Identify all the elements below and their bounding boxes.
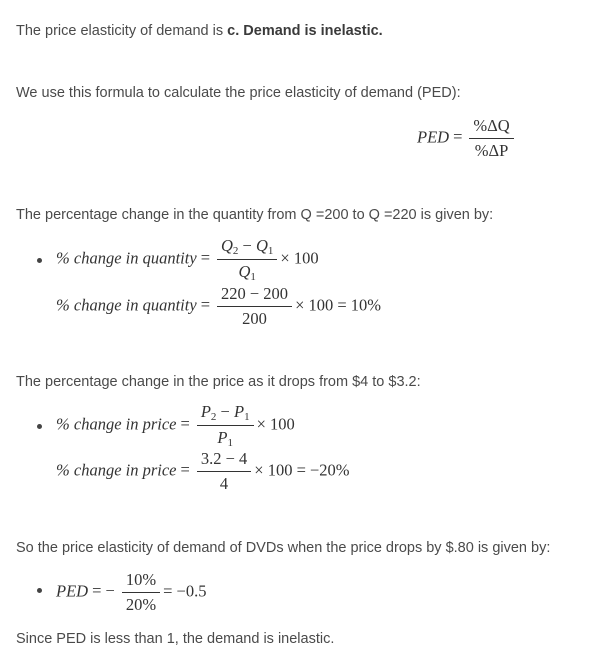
quantity-formula: % change in quantity = $\frac{Q_2 - Q_1}{Q_1}$ × 100 [56, 236, 319, 283]
price-calc: % change in price = $\frac{3.2 - 4}{4}$ × 100 = −20% [56, 449, 350, 493]
answer-text: c. Demand is inelastic. [227, 23, 383, 39]
q2-sub: 2 [232, 245, 239, 257]
p2-var: P [200, 402, 211, 421]
answer-prefix: The price elasticity of demand is [16, 23, 228, 39]
ped-formula: PED = $\frac{\%\Delta Q}{\%\Delta P}$ [417, 116, 517, 161]
answer-paragraph [16, 22, 383, 40]
p1-var: P [233, 402, 245, 421]
times-hundred: × 100 [280, 248, 319, 268]
quantity-fraction [217, 236, 277, 283]
ped-calc-fraction [122, 570, 160, 615]
p2-sub: 2 [210, 411, 217, 423]
price-calc-fraction [197, 449, 251, 494]
conclusion: Since PED is less than 1, the demand is inelastic. [16, 631, 335, 647]
equals-negative: = − [92, 581, 115, 601]
minus-sign: − [238, 236, 256, 255]
ped-calc-lhs: PED [56, 581, 89, 601]
quantity-calc-fraction [217, 284, 292, 329]
q1-sub: 1 [267, 245, 274, 257]
price-calc-denominator: 4 [219, 474, 229, 493]
quantity-intro: The percentage change in the quantity from Q =200 to Q =220 is given by: [16, 207, 494, 223]
p1-den-sub: 1 [227, 437, 233, 449]
ped-calc-result: = −0.5 [163, 581, 207, 601]
quantity-calc-denominator: 200 [242, 309, 267, 328]
ped-calc-numerator: 10% [122, 570, 160, 593]
quantity-result: × 100 = 10% [295, 295, 382, 315]
q1-var: Q [255, 236, 268, 255]
ped-calc [56, 570, 206, 615]
bullet-dot [37, 588, 42, 593]
quantity-calc-numerator: 220 − 200 [217, 284, 292, 307]
q1-den-sub: 1 [250, 271, 256, 283]
ped-intro: So the price elasticity of demand of DVDs when the price drops by $.80 is given by: [16, 540, 551, 556]
ped-lhs: PED [417, 127, 450, 147]
quantity-calc: % change in quantity = $\frac{220 - 200}{200}$ × 100 = 10% [56, 284, 382, 328]
formula-intro: We use this formula to calculate the price elasticity of demand (PED): [16, 85, 461, 101]
price-label-2: % change in price [56, 460, 177, 480]
minus-sign: − [216, 402, 234, 421]
price-result: × 100 = −20% [254, 460, 350, 480]
quantity-label-2: % change in quantity [56, 295, 197, 315]
bullet-dot [37, 258, 42, 263]
price-formula: % change in price = $\frac{P_2 - P_1}{P_1}$ × 100 [56, 402, 295, 449]
ped-fraction [469, 116, 513, 161]
p1-sub: 1 [244, 411, 250, 423]
ped-denominator: %ΔP [474, 141, 509, 160]
price-label: % change in price [56, 414, 177, 434]
quantity-label: % change in quantity [56, 248, 197, 268]
q1-den-var: Q [238, 262, 251, 281]
times-hundred: × 100 [256, 414, 295, 434]
price-calc-numerator: 3.2 − 4 [197, 449, 251, 472]
price-fraction [197, 402, 254, 449]
ped-numerator: %ΔQ [469, 116, 513, 139]
q2-var: Q [221, 236, 233, 255]
ped-calc-denominator: 20% [125, 595, 157, 614]
price-intro: The percentage change in the price as it drops from $4 to $3.2: [16, 374, 421, 390]
bullet-dot [37, 424, 42, 429]
p1-den-var: P [217, 428, 228, 447]
